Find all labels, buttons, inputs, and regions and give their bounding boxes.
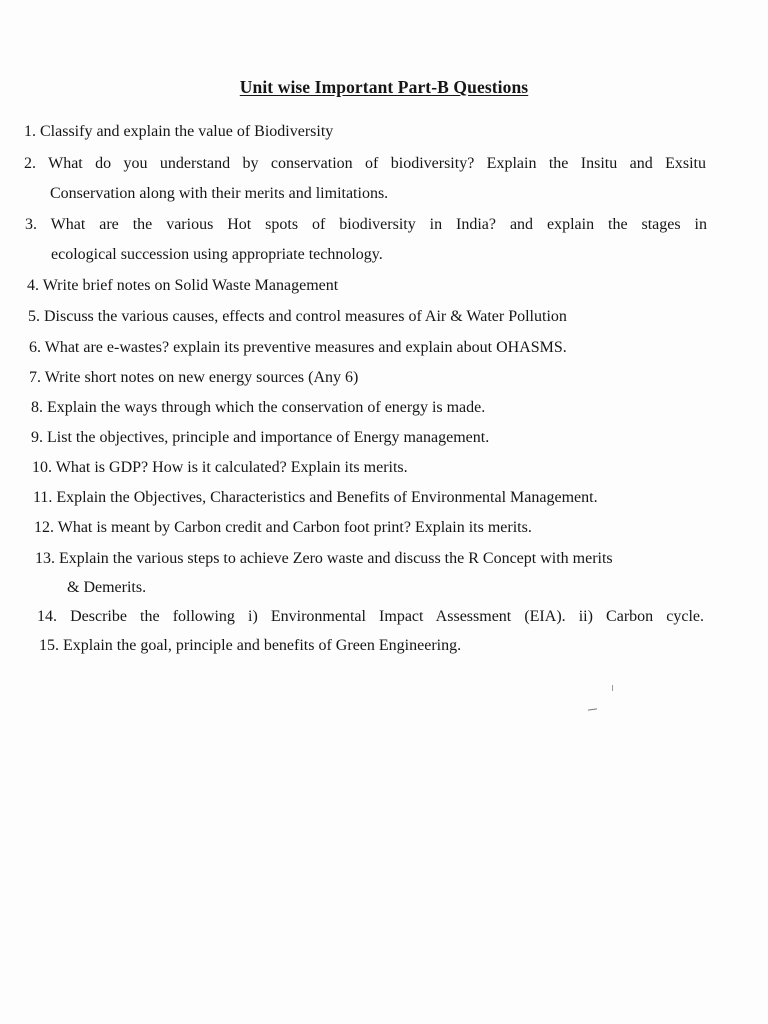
question-7: 7. Write short notes on new energy sources (Any 6) — [29, 369, 359, 386]
scan-speck — [612, 685, 613, 691]
question-1: 1. Classify and explain the value of Biodiversity — [24, 123, 334, 140]
question-13-continued: & Demerits. — [67, 579, 147, 596]
question-11: 11. Explain the Objectives, Characteristics and Benefits of Environmental Management. — [33, 489, 598, 506]
question-8: 8. Explain the ways through which the conservation of energy is made. — [31, 399, 486, 416]
question-5: 5. Discuss the various causes, effects and control measures of Air & Water Pollution — [28, 308, 567, 325]
question-6: 6. What are e-wastes? explain its preventive measures and explain about OHASMS. — [29, 339, 567, 356]
question-2-continued: Conservation along with their merits and limitations. — [50, 185, 389, 202]
page-title: Unit wise Important Part-B Questions — [239, 77, 529, 97]
question-12: 12. What is meant by Carbon credit and Carbon foot print? Explain its merits. — [34, 519, 532, 536]
question-9: 9. List the objectives, principle and importance of Energy management. — [31, 429, 490, 446]
question-10: 10. What is GDP? How is it calculated? Explain its merits. — [32, 459, 408, 476]
scan-speck — [588, 708, 597, 710]
question-15: 15. Explain the goal, principle and benefits of Green Engineering. — [39, 637, 462, 654]
question-13: 13. Explain the various steps to achieve Zero waste and discuss the R Concept with merits — [35, 550, 613, 567]
question-2: 2. What do you understand by conservation of biodiversity? Explain the Insitu and Exsitu — [24, 155, 706, 172]
question-14: 14. Describe the following i) Environmental Impact Assessment (EIA). ii) Carbon cycle. — [37, 608, 704, 625]
question-4: 4. Write brief notes on Solid Waste Management — [27, 277, 339, 294]
question-3: 3. What are the various Hot spots of biodiversity in India? and explain the stages in — [25, 216, 707, 233]
question-3-continued: ecological succession using appropriate technology. — [51, 246, 383, 263]
